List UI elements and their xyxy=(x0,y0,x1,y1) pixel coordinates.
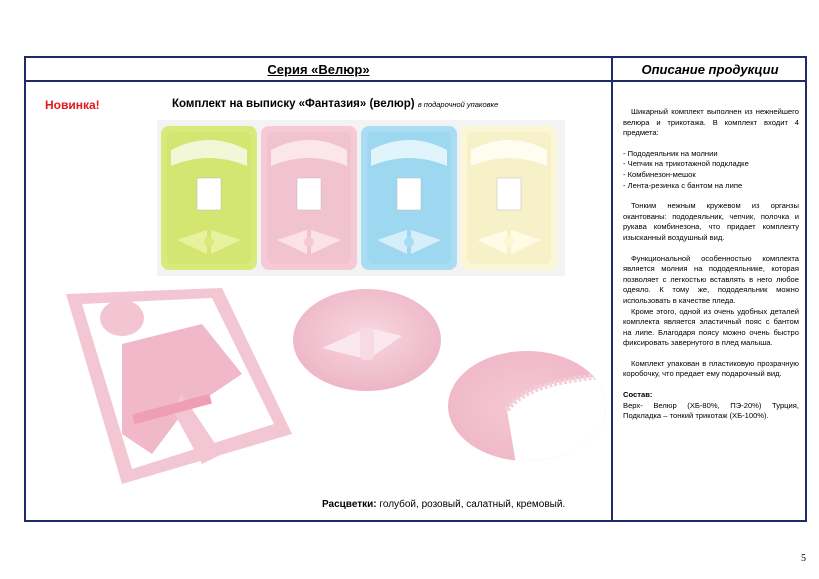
column-divider xyxy=(611,58,613,520)
new-badge: Новинка! xyxy=(45,98,100,112)
colors-values: голубой, розовый, салатный, кремовый. xyxy=(379,499,566,510)
unfolded-set-photo xyxy=(62,284,298,490)
package-green xyxy=(161,126,257,270)
description-heading: Описание продукции xyxy=(641,61,779,77)
description-paragraph-package: Комплект упакован в пластиковую прозрачную коробочку, что предает ему подарочный вид. xyxy=(623,358,799,379)
package-pink xyxy=(261,126,357,270)
composition-text: Верх- Велюр (ХБ-80%, ПЭ-20%) Турция, Подкладка – тонкий трикотаж (ХБ-100%). xyxy=(623,400,799,421)
series-title: Серия «Велюр» xyxy=(267,61,370,77)
description-intro: Шикарный комплект выполнен из нежнейшего велюра и трикотажа. В комплект входит 4 предмета: xyxy=(623,107,799,138)
colors-line xyxy=(322,499,565,510)
composition-title: Состав: xyxy=(623,390,653,400)
description-paragraph-belt: Кроме этого, одной из очень удобных деталей комплекта является эластичный пояс с бантом на липе. Благодаря поясу можно очень быстро фиксировать завернутого в плед малыша. xyxy=(623,306,799,348)
product-description xyxy=(623,107,799,432)
description-paragraph-lace: Тонким нежным кружевом из органзы окантованы: пододеяльник, чепчик, полочка и рукава комбинезона, что придает комплекту изысканный воздушный вид. xyxy=(623,201,799,242)
description-paragraph-zipper: Функциональной особенностью комплекта является молния на пододеяльнике, которая позволяет с легкостью вставлять в него любое одеяло. К тому же, пододеяльник можно использовать в качестве пледа. xyxy=(623,253,799,305)
product-title-text: Комплект на выписку «Фантазия» (велюр) xyxy=(172,98,415,110)
product-title-note: в подарочной упаковке xyxy=(417,100,499,109)
list-item: - Лента-резинка с бантом на липе xyxy=(623,180,743,190)
header-divider xyxy=(26,80,805,82)
page-number: 5 xyxy=(801,553,806,564)
colors-label: Расцветки: xyxy=(322,499,377,510)
bow-closeup-photo xyxy=(292,288,442,392)
list-item: - Пододеяльник на молнии xyxy=(623,148,718,158)
items-list xyxy=(623,149,799,191)
package-cream xyxy=(461,126,557,270)
product-sheet xyxy=(24,56,807,522)
packaged-sets-photo xyxy=(157,120,565,276)
list-item: - Чепчик на трикотажной подкладке xyxy=(623,159,749,169)
product-title xyxy=(172,98,498,110)
lace-closeup-photo xyxy=(447,350,607,462)
package-blue xyxy=(361,126,457,270)
list-item: - Комбинезон-мешок xyxy=(623,169,696,179)
